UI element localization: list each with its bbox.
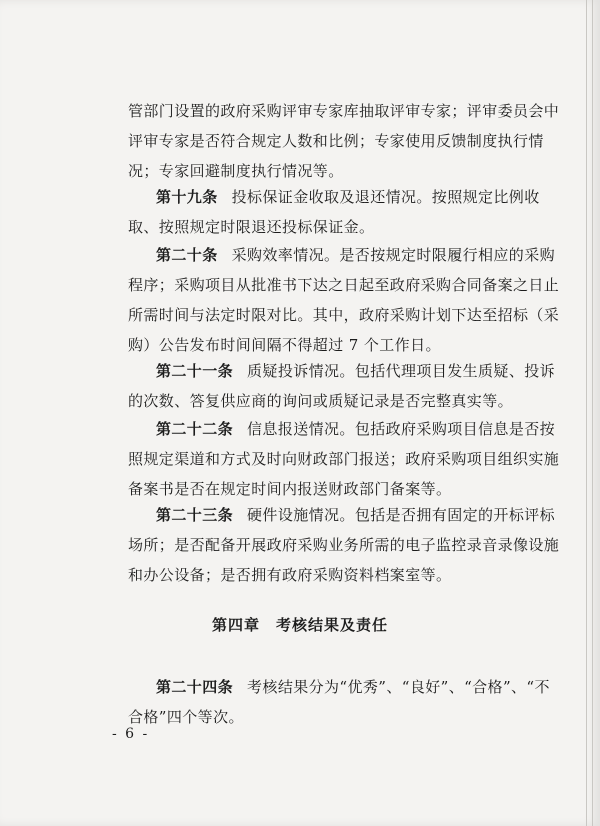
article-number: 第二十二条 (156, 420, 234, 438)
text-line (128, 240, 568, 270)
text-line (128, 672, 568, 702)
page-number: - 6 - (112, 726, 150, 742)
text-line: 合格”四个等次。 (128, 708, 244, 726)
article-22 (128, 414, 568, 504)
article-21 (128, 356, 568, 416)
text-line-content: 信息报送情况。包括政府采购项目信息是否按 (247, 420, 556, 438)
article-19 (128, 182, 568, 242)
text-line-content: 采购效率情况。是否按规定时限履行相应的采购 (231, 246, 556, 264)
article-number: 第十九条 (156, 188, 218, 206)
page-edge-line (586, 0, 587, 826)
page-edge-line (592, 0, 593, 826)
article-number: 第二十一条 (156, 362, 234, 380)
text-line-content: 投标保证金收取及退还情况。按照规定比例收 (231, 188, 540, 206)
text-line: 程序；采购项目从批准书下达之日起至政府采购合同备案之日止 (128, 276, 560, 294)
article-number: 第二十条 (156, 246, 218, 264)
article-number: 第二十三条 (156, 506, 234, 524)
text-line (128, 414, 568, 444)
text-line: 和办公设备；是否拥有政府采购资料档案室等。 (128, 566, 452, 584)
text-line: 管部门设置的政府采购评审专家库抽取评审专家；评审委员会中 (128, 102, 560, 120)
chapter-title: 第四章 考核结果及责任 (211, 616, 388, 634)
text-line-content: 硬件设施情况。包括是否拥有固定的开标评标 (247, 506, 556, 524)
article-23 (128, 500, 568, 590)
text-line: 取、按照规定时限退还投标保证金。 (128, 218, 375, 236)
article-24 (128, 672, 568, 732)
text-line-content: 考核结果分为“优秀”、“良好”、“合格”、“不 (247, 678, 550, 696)
text-line: 所需时间与法定时限对比。其中，政府采购计划下达至招标（采 (128, 306, 560, 324)
text-line-content: 质疑投诉情况。包括代理项目发生质疑、投诉 (247, 362, 556, 380)
text-line: 照规定渠道和方式及时向财政部门报送；政府采购项目组织实施 (128, 450, 560, 468)
paragraph-continuation (128, 96, 568, 186)
text-line: 备案书是否在规定时间内报送财政部门备案等。 (128, 480, 452, 498)
text-line (128, 356, 568, 386)
text-line: 购）公告发布时间间隔不得超过 7 个工作日。 (128, 336, 441, 354)
text-line: 场所；是否配备开展政府采购业务所需的电子监控录音录像设施 (128, 536, 560, 554)
article-number: 第二十四条 (156, 678, 234, 696)
text-line (128, 500, 568, 530)
text-line (128, 182, 568, 212)
article-20 (128, 240, 568, 360)
text-line: 评审专家是否符合规定人数和比例；专家使用反馈制度执行情 (128, 132, 544, 150)
text-line: 况；专家回避制度执行情况等。 (128, 162, 344, 180)
text-line: 的次数、答复供应商的询问或质疑记录是否完整真实等。 (128, 392, 514, 410)
